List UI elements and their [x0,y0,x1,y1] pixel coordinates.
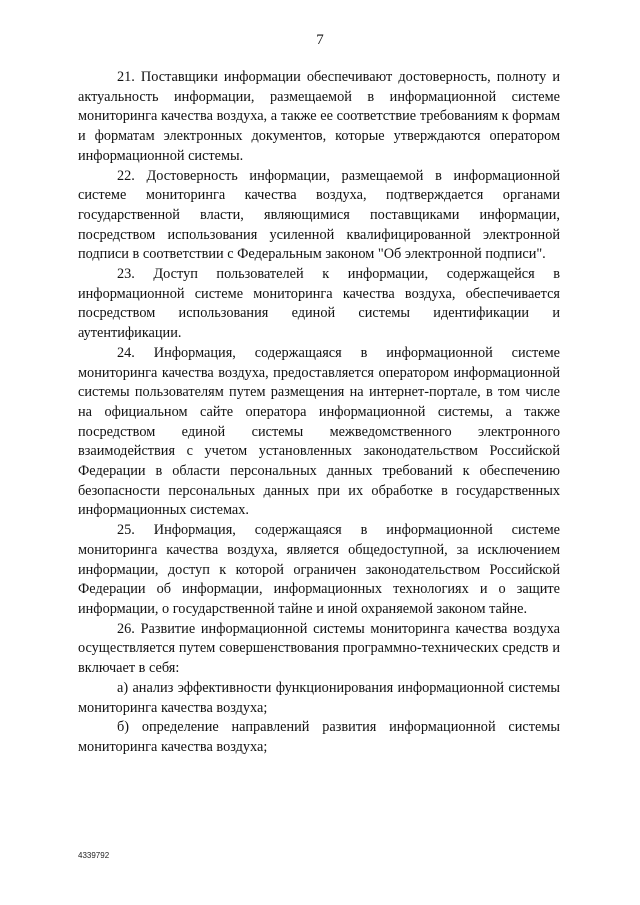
paragraph-21: 21. Поставщики информации обеспечивают достоверность, полноту и актуальность информации, размещаемой в информационной системе мониторинга качества воздуха, а также ее соответствие требованиям к формам и форматам электронных документов, которые утверждаются оператором информационной системы. [78,69,560,164]
paragraph-26-item-b: б) определение направлений развития информационной системы мониторинга качества воздуха; [78,719,560,755]
document-body [78,68,560,758]
paragraph-22: 22. Достоверность информации, размещаемой в информационной системе мониторинга качества воздуха, подтверждается органами государственной власти, являющимися поставщиками информации, посредством использования усиленной квалифицированной электронной подписи в соответствии с Федеральным законом "Об электронной подписи". [78,167,560,263]
document-code: 4339792 [78,851,110,860]
paragraph-24: 24. Информация, содержащаяся в информационной системе мониторинга качества воздуха, предоставляется оператором информационной системы пользователям путем размещения на интернет-портале, в том числе на официальном сайте оператора информационной системы, а также посредством единой системы межведомственного электронного взаимодействия с учетом установленных законодательством Российской Федерации в области персональных данных требований к обеспечению безопасности персональных данных при их обработке в государственных информационных системах. [78,344,560,519]
page-number: 7 [316,32,324,48]
paragraph-23: 23. Доступ пользователей к информации, содержащейся в информационной системе мониторинга качества воздуха, обеспечивается посредством использования единой системы идентификации и аутентификации. [78,266,560,342]
paragraph-26-item-a: а) анализ эффективности функционирования информационной системы мониторинга качества воздуха; [78,679,560,716]
paragraph-25: 25. Информация, содержащаяся в информационной системе мониторинга качества воздуха, является общедоступной, за исключением информации, доступ к которой ограничен законодательством Российской Федерации об информации, информационных технологиях и о защите информации, о государственной тайне и иной охраняемой законом тайне. [78,522,560,617]
paragraph-26: 26. Развитие информационной системы мониторинга качества воздуха осуществляется путем совершенствования программно-технических средств и включает в себя: [78,620,560,677]
